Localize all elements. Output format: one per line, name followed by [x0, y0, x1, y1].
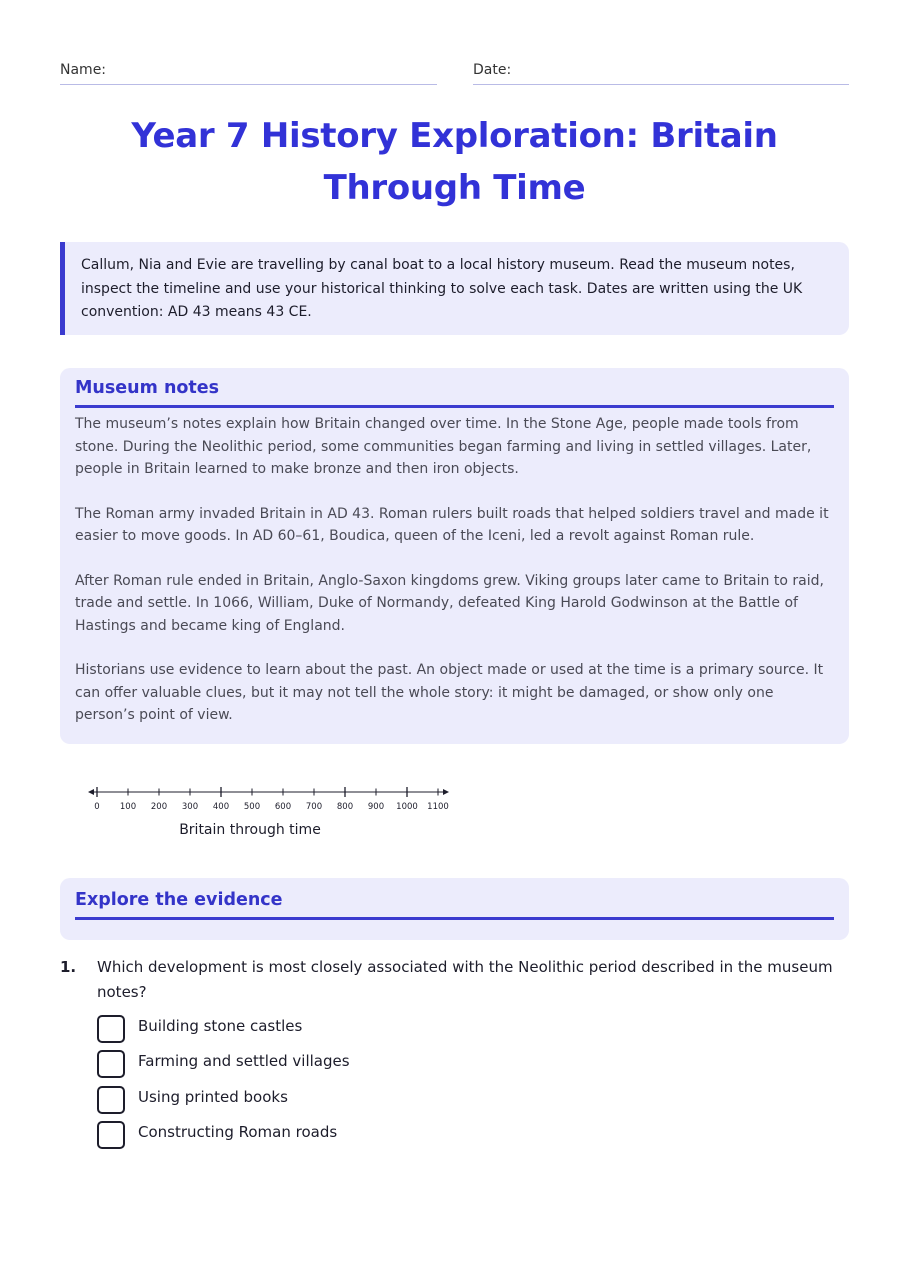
museum-notes-title: Museum notes — [75, 378, 834, 408]
timeline-tick-label: 500 — [243, 802, 261, 812]
explore-title: Explore the evidence — [75, 890, 834, 920]
option-item[interactable] — [97, 1086, 849, 1121]
timeline — [80, 780, 470, 850]
timeline-tick-label: 1000 — [396, 802, 418, 812]
option-item[interactable] — [97, 1050, 849, 1085]
name-line[interactable] — [60, 84, 437, 85]
museum-notes-panel — [60, 368, 849, 744]
checkbox[interactable] — [97, 1015, 125, 1043]
page-title: Year 7 History Exploration: Britain Through Time — [131, 116, 778, 208]
notes-paragraph: The museum’s notes explain how Britain changed over time. In the Stone Age, people made tools from stone. During the Neolithic period, some communities began farming and living in settled villages. Later, people in Britain learned to make bronze and then iron objects. — [75, 416, 812, 477]
option-label: Using printed books — [138, 1087, 288, 1106]
notes-paragraph: After Roman rule ended in Britain, Anglo-Saxon kingdoms grew. Viking groups later came to Britain to raid, trade and settle. In 1066, William, Duke of Normandy, defeated King Harold Godwinson at the Battle of Hastings and became king of England. — [75, 572, 824, 634]
date-field[interactable] — [473, 62, 849, 85]
name-field[interactable] — [60, 62, 437, 85]
timeline-tick-label: 200 — [150, 802, 168, 812]
question-text: Which development is most closely associated with the Neolithic period described in the museum notes? — [97, 958, 833, 1001]
option-label: Farming and settled villages — [138, 1052, 350, 1071]
timeline-arrow-right — [443, 789, 449, 795]
answer-options — [97, 1015, 849, 1156]
option-item[interactable] — [97, 1121, 849, 1156]
notes-paragraph: Historians use evidence to learn about the past. An object made or used at the time is a primary source. It can offer valuable clues, but it may not tell the whole story: it might be damaged, or show only one person’s point of view. — [75, 662, 824, 723]
timeline-tick-label: 800 — [336, 802, 354, 812]
name-label: Name: — [60, 62, 107, 78]
question-number: 1. — [60, 958, 77, 976]
intro-callout: Callum, Nia and Evie are travelling by canal boat to a local history museum. Read the museum notes, inspect the timeline and use your historical thinking to solve each task. Dates are written using the UK convention: AD 43 means 43 CE. — [60, 242, 849, 335]
timeline-arrow-left — [88, 789, 94, 795]
explore-panel — [60, 878, 849, 940]
timeline-axis — [80, 780, 470, 820]
question-1 — [60, 955, 849, 1156]
timeline-tick-label: 900 — [367, 802, 385, 812]
timeline-tick-label: 400 — [212, 802, 230, 812]
notes-paragraph: The Roman army invaded Britain in AD 43. Roman rulers built roads that helped soldiers travel and made it easier to move goods. In AD 60–61, Boudica, queen of the Iceni, led a revolt against Roman rule. — [75, 505, 829, 544]
option-item[interactable] — [97, 1015, 849, 1050]
checkbox[interactable] — [97, 1121, 125, 1149]
timeline-tick-label: 300 — [181, 802, 199, 812]
option-label: Building stone castles — [138, 1017, 303, 1035]
timeline-tick-label: 600 — [274, 802, 292, 812]
option-label: Constructing Roman roads — [138, 1122, 338, 1141]
checkbox[interactable] — [97, 1050, 125, 1078]
date-label: Date: — [473, 62, 512, 78]
timeline-caption: Britain through time — [179, 822, 321, 838]
date-line[interactable] — [473, 84, 849, 85]
checkbox[interactable] — [97, 1086, 125, 1114]
timeline-tick-label: 0 — [94, 802, 100, 812]
timeline-tick-label: 1100 — [427, 802, 449, 812]
timeline-tick-label: 700 — [305, 802, 323, 812]
timeline-tick-label: 100 — [119, 802, 137, 812]
